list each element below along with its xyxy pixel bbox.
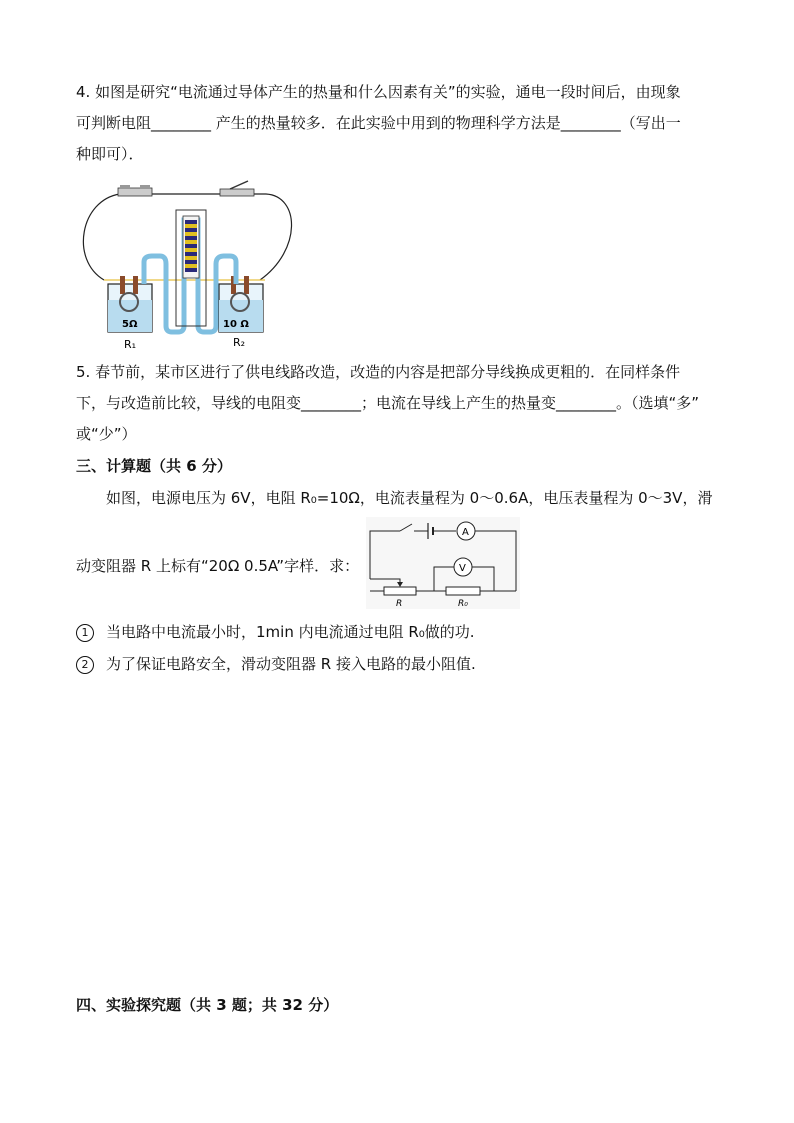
item-number-1: 1 bbox=[76, 624, 94, 642]
q4-joule-heating-apparatus bbox=[70, 180, 300, 352]
r1-value: 5Ω bbox=[122, 319, 138, 330]
section-3-intro-2: 动变阻器 R 上标有“20Ω 0.5A”字样．求： bbox=[76, 557, 360, 575]
r2-label: R₂ bbox=[233, 336, 246, 349]
question-item-2 bbox=[76, 653, 476, 675]
q5-line-2: 下，与改造前比较，导线的电阻变________；电流在导线上产生的热量变________。（选填“多” bbox=[76, 394, 700, 412]
section-3-circuit-diagram bbox=[366, 517, 520, 609]
q5-line-3: 或“少”） bbox=[76, 425, 137, 443]
item-text-2: 为了保证电路安全，滑动变阻器 R 接入电路的最小阻值. bbox=[106, 655, 476, 673]
rheostat-label: R bbox=[396, 599, 403, 609]
voltmeter-label: V bbox=[459, 563, 466, 574]
section-3-heading: 三、计算题（共 6 分） bbox=[76, 457, 232, 475]
q5-line-1: 5. 春节前，某市区进行了供电线路改造，改造的内容是把部分导线换成更粗的．在同样条件 bbox=[76, 363, 681, 381]
q4-line-2: 可判断电阻________ 产生的热量较多．在此实验中用到的物理科学方法是________（写出一 bbox=[76, 114, 681, 132]
section-3-intro-1: 如图，电源电压为 6V，电阻 R₀=10Ω，电流表量程为 0～0.6A，电压表量程为 0～3V，滑 bbox=[106, 489, 713, 507]
item-text-1: 当电路中电流最小时，1min 内电流通过电阻 R₀做的功. bbox=[106, 623, 475, 641]
section-4-heading: 四、实验探究题（共 3 题；共 32 分） bbox=[76, 996, 339, 1014]
q4-line-1: 4. 如图是研究“电流通过导体产生的热量和什么因素有关”的实验，通电一段时间后，由现象 bbox=[76, 83, 681, 101]
ammeter-label: A bbox=[462, 527, 469, 538]
item-number-2: 2 bbox=[76, 656, 94, 674]
r2-value: 10 Ω bbox=[223, 319, 249, 330]
q4-line-3: 种即可）． bbox=[76, 145, 144, 163]
question-item-1 bbox=[76, 621, 475, 643]
r1-label: R₁ bbox=[124, 338, 137, 351]
r0-label: R₀ bbox=[458, 599, 468, 609]
